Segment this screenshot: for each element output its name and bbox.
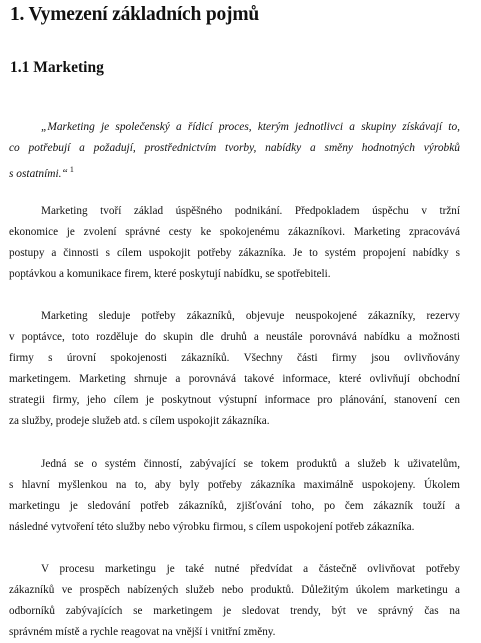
paragraph-line: firmy s úrovní spokojenosti zákazníků. Všechny části firmy jsou ovlivňovány [9,352,460,364]
paragraph-line: správném místě a rychle reagovat na vnější i vnitřní změny. [9,626,276,638]
paragraph-line: marketingu je sledování potřeb zákazníků, zjišťování toho, po čem zákazník touží a [9,500,460,512]
marketing-definition-quote [9,117,460,185]
paragraph-line: za služby, prodeje služeb atd. s cílem uspokojit zákazníka. [9,415,270,427]
quote-line-text: s ostatními.“ [9,167,68,180]
paragraph-1 [9,201,460,285]
footnote-reference: 1 [69,165,74,174]
paragraph-line: marketingem. Marketing shrnuje a porovnává takové informace, které ovlivňují obchodní [9,373,460,385]
paragraph-line: Jedná se o systém činností, zabývající se tokem produktů a služeb k uživatelům, [41,458,460,470]
paragraph-line: ekonomice je zvolení správné cesty ke spokojenému zákazníkovi. Marketing zpracovává [9,226,460,238]
paragraph-3 [9,454,460,538]
paragraph-line: odborníků zabývajících se marketingem je sledovat trendy, být ve správný čas na [9,605,460,617]
chapter-title: 1. Vymezení základních pojmů [10,4,260,25]
paragraph-line: následné vytvoření této služby nebo výrobku firmou, s cílem uspokojení potřeb zákazníka. [9,521,415,533]
paragraph-line: zákazníků ve prospěch nabízených služeb nebo produktů. Důležitým úkolem marketingu a [9,584,460,596]
paragraph-line: postupy a činnosti s cílem uspokojit potřeby zákazníka. Je to systém propojení nabídky s [9,247,460,259]
paragraph-2 [9,306,460,432]
paragraph-line: s hlavní myšlenkou na to, aby byly potřeby zákazníka maximálně uspokojeny. Úkolem [9,479,460,491]
paragraph-line: poptávkou a komunikace firem, které poskytují nabídku, se spotřebiteli. [9,268,331,280]
quote-line: „Marketing je společenský a řídicí proces, kterým jednotlivci a skupiny získávají to, [41,121,460,133]
section-title: 1.1 Marketing [10,59,104,76]
paragraph-line: v poptávce, toto rozděluje do skupin dle druhů a neustále porovnává nabídku a možnosti [9,331,460,343]
paragraph-line: strategii firmy, jeho cílem je poskytnout výstupní informace pro plánování, stanovení cen [9,394,460,406]
quote-line: co potřebují a požadují, prostřednictvím tvorby, nabídky a směny hodnotných výrobků [9,142,460,154]
paragraph-line: Marketing tvoří základ úspěšného podnikání. Předpokladem úspěchu v tržní [41,205,460,217]
paragraph-line: Marketing sleduje potřeby zákazníků, objevuje neuspokojené zákazníky, rezervy [41,310,460,322]
paragraph-4 [9,559,460,643]
quote-line [9,159,460,185]
paragraph-line: V procesu marketingu je také nutné předvídat a částečně ovlivňovat potřeby [41,563,460,575]
